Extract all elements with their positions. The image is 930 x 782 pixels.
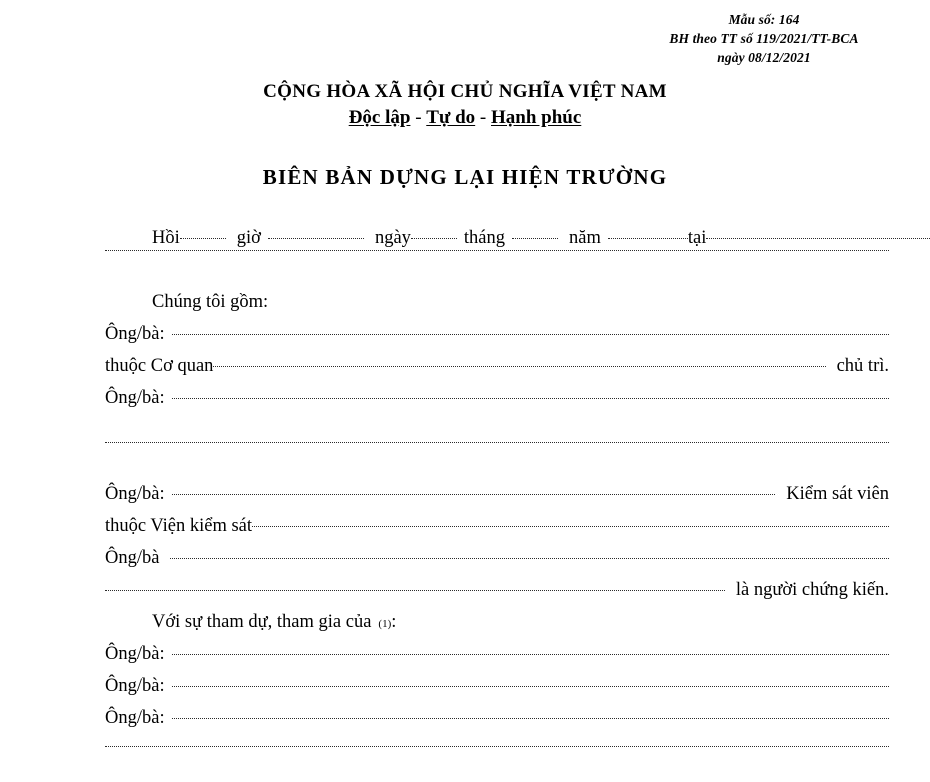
participants-intro-row bbox=[105, 286, 930, 318]
prosecutor-office-row bbox=[105, 510, 889, 542]
label-la-nguoi-chung-kien: là người chứng kiến. bbox=[735, 580, 889, 600]
attendees-colon: : bbox=[391, 612, 397, 632]
label-ngay: ngày bbox=[374, 228, 411, 248]
field-attendee-1[interactable] bbox=[172, 654, 889, 655]
label-chu-tri: chủ trì. bbox=[836, 356, 889, 376]
field-member-name-continued[interactable] bbox=[105, 442, 889, 443]
location-continuation-row bbox=[105, 254, 889, 286]
label-nam: năm bbox=[569, 228, 601, 248]
field-chair-agency[interactable] bbox=[213, 366, 825, 367]
member-name-row bbox=[105, 382, 889, 414]
label-voi-su-tham-du: Với sự tham dự, tham gia của bbox=[152, 612, 372, 632]
attendee-continuation-row bbox=[105, 750, 889, 782]
field-attendee-3[interactable] bbox=[172, 718, 889, 719]
spacer-bottom bbox=[105, 734, 889, 750]
label-kiem-sat-vien: Kiểm sát viên bbox=[786, 484, 889, 504]
field-witness-name-continued[interactable] bbox=[105, 590, 725, 591]
prosecutor-name-row bbox=[105, 478, 889, 510]
field-member-name[interactable] bbox=[172, 398, 889, 399]
label-hoi: Hồi bbox=[152, 228, 180, 248]
page-title: BIÊN BẢN DỰNG LẠI HIỆN TRƯỜNG bbox=[262, 165, 668, 189]
attendees-intro-row: Với sự tham dự, tham gia của (1) : bbox=[105, 606, 930, 638]
field-prosecutor-office[interactable] bbox=[252, 526, 889, 527]
label-ong-ba-attendee-3: Ông/bà: bbox=[105, 708, 165, 728]
attendee-row-2 bbox=[105, 670, 889, 702]
chair-name-row bbox=[105, 318, 889, 350]
member-continuation-row bbox=[105, 446, 889, 478]
label-ong-ba-witness: Ông/bà bbox=[105, 548, 160, 568]
field-year[interactable] bbox=[608, 238, 688, 239]
label-gio: giờ bbox=[236, 228, 261, 248]
field-hour[interactable] bbox=[180, 238, 226, 239]
label-tai: tại bbox=[687, 228, 707, 248]
field-location-continued[interactable] bbox=[105, 250, 889, 251]
field-chair-name[interactable] bbox=[172, 334, 889, 335]
motto-separator-1: - bbox=[410, 107, 427, 128]
field-minute[interactable] bbox=[268, 238, 364, 239]
label-thuoc-co-quan: thuộc Cơ quan bbox=[105, 356, 214, 376]
form-number: Mẫu số: 164 bbox=[728, 12, 800, 27]
field-month[interactable] bbox=[512, 238, 558, 239]
form-body bbox=[105, 222, 889, 782]
label-ong-ba-attendee-1: Ông/bà: bbox=[105, 644, 165, 664]
field-witness-name[interactable] bbox=[170, 558, 889, 559]
field-attendee-2[interactable] bbox=[172, 686, 889, 687]
field-attendee-continued[interactable] bbox=[105, 746, 889, 747]
label-ong-ba-chair: Ông/bà: bbox=[105, 324, 165, 344]
attendee-row-3 bbox=[105, 702, 889, 734]
label-ong-ba-attendee-2: Ông/bà: bbox=[105, 676, 165, 696]
label-chung-toi-gom: Chúng tôi gồm: bbox=[152, 292, 269, 312]
label-ong-ba-prosecutor: Ông/bà: bbox=[105, 484, 165, 504]
label-thuoc-vien-kiem-sat: thuộc Viện kiểm sát bbox=[105, 516, 253, 536]
motto-freedom: Tự do bbox=[426, 107, 476, 128]
field-location[interactable] bbox=[706, 238, 930, 239]
motto-separator-2: - bbox=[475, 107, 491, 128]
form-reference-block bbox=[634, 10, 894, 67]
witness-name-row bbox=[105, 542, 889, 574]
form-circular: BH theo TT số 119/2021/TT-BCA bbox=[669, 31, 859, 46]
field-day[interactable] bbox=[411, 238, 457, 239]
national-heading bbox=[0, 80, 930, 131]
national-motto bbox=[0, 105, 930, 131]
witness-continuation-row bbox=[105, 574, 889, 606]
label-thang: tháng bbox=[463, 228, 506, 248]
attendee-row-1 bbox=[105, 638, 889, 670]
label-ong-ba-member: Ông/bà: bbox=[105, 388, 165, 408]
field-prosecutor-name[interactable] bbox=[172, 494, 776, 495]
country-name: CỘNG HÒA XÃ HỘI CHỦ NGHĨA VIỆT NAM bbox=[263, 81, 667, 102]
chair-agency-row bbox=[105, 350, 889, 382]
motto-happiness: Hạnh phúc bbox=[491, 107, 582, 128]
motto-independence: Độc lập bbox=[348, 107, 411, 128]
form-date: ngày 08/12/2021 bbox=[717, 50, 811, 65]
